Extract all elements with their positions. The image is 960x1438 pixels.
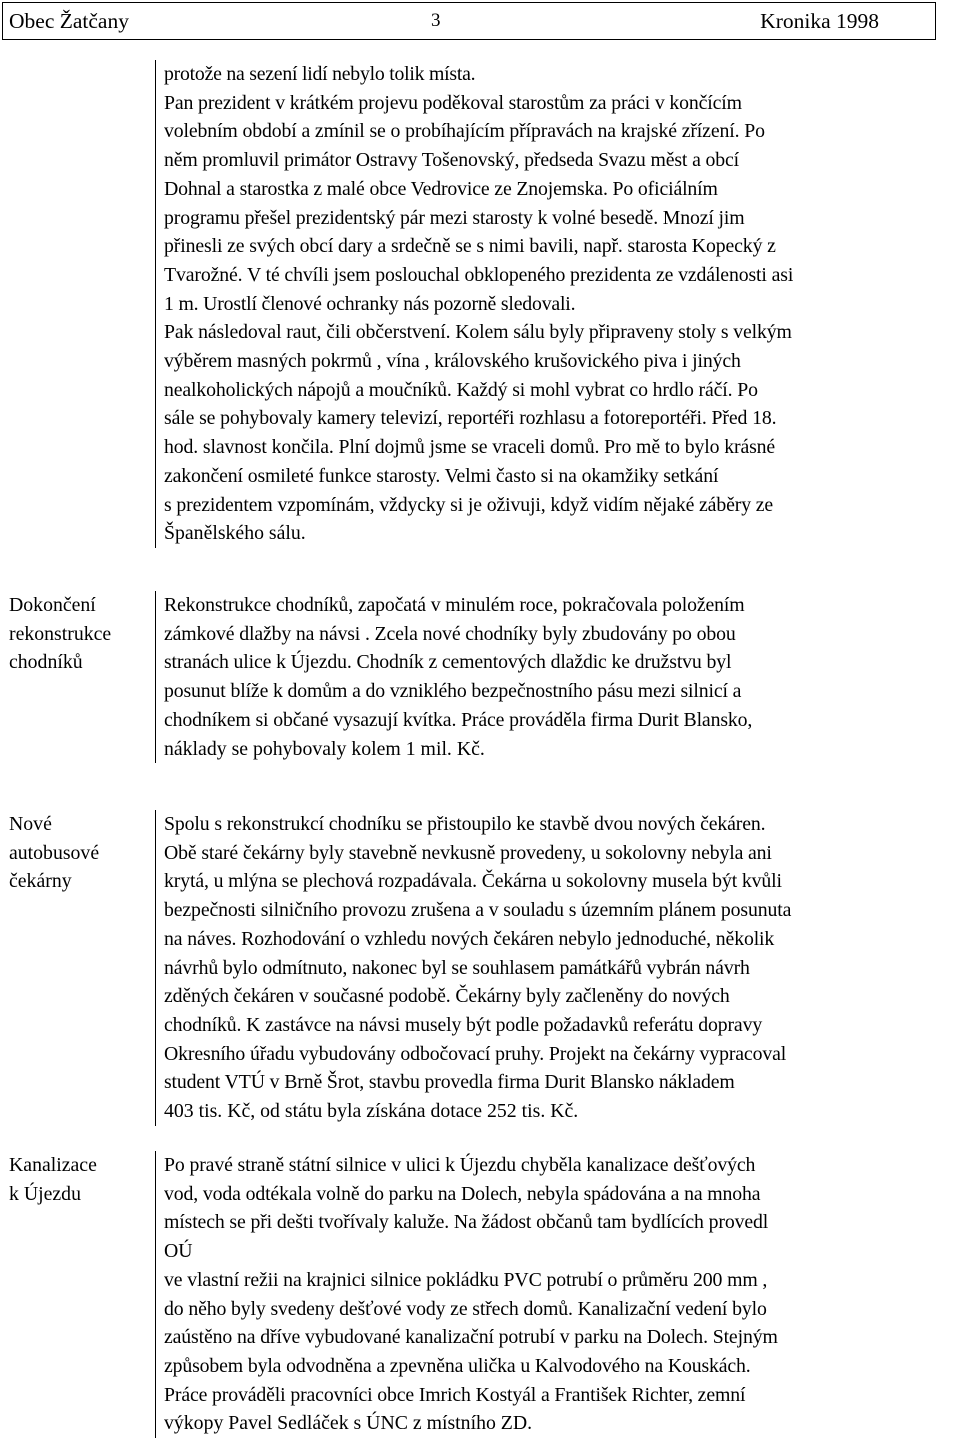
text-line: nealkoholických nápojů a moučníků. Každý si mohl vybrat co hrdlo ráčí. Po xyxy=(164,378,758,401)
margin-label-line: rekonstrukce xyxy=(9,622,112,645)
page-header xyxy=(2,2,936,40)
text-line: vod, voda odtékala volně do parku na Dolech, nebyla spádována a na mnoha xyxy=(164,1182,761,1205)
text-line: volebním období a zmínil se o probíhajícím přípravách na krajské zřízení. Po xyxy=(164,120,765,143)
text-line: zámkové dlažby na návsi . Zcela nové chodníky byly zbudovány po obou xyxy=(164,622,736,645)
text-line: výběrem masných pokrmů , vína , královského krušovického piva i jiných xyxy=(164,350,741,373)
text-line: hod. slavnost končila. Plní dojmů jsme se vraceli domů. Pro mě to bylo krásné xyxy=(164,436,776,459)
text-line: student VTÚ v Brně Šrot, stavbu provedla firma Durit Blansko nákladem xyxy=(164,1071,735,1094)
text-line: Obě staré čekárny byly stavebně nevkusně provedeny, u sokolovny nebyla ani xyxy=(164,841,772,864)
text-line: Spolu s rekonstrukcí chodníku se přistoupilo ke stavbě dvou nových čekáren. xyxy=(164,813,766,835)
text-line: protože na sezení lidí nebylo tolik místa. xyxy=(164,63,476,85)
text-line: náklady se pohybovaly kolem 1 mil. Kč. xyxy=(164,737,485,760)
text-line: posunut blíže k domům a do vzniklého bezpečnostního pásu mezi silnicí a xyxy=(164,680,742,703)
section-sewer xyxy=(155,1151,956,1438)
margin-label-line: chodníků xyxy=(9,651,83,674)
text-line: zděných čekáren v současné podobě. Čekárny byly začleněny do nových xyxy=(164,985,730,1008)
text-line: na náves. Rozhodování o vzhledu nových čekáren nebylo jednoduché, několik xyxy=(164,927,775,950)
section-sidewalks xyxy=(155,591,956,763)
text-line: návrhů bylo odmítnuto, nakonec byl se souhlasem památkářů vybrán návrh xyxy=(164,956,750,979)
text-line: Španělského sálu. xyxy=(164,522,306,545)
section-text xyxy=(164,810,956,1126)
text-line: sále se pohybovaly kamery televizí, reportéři rozhlasu a fotoreportéři. Před 18. xyxy=(164,407,777,430)
text-line: s prezidentem vzpomínám, vždycky si je oživuji, když vidím nějaké záběry ze xyxy=(164,493,774,516)
text-line: výkopy Pavel Sedláček s ÚNC z místního ZD. xyxy=(164,1412,533,1435)
text-line: 1 m. Urostlí členové ochranky nás pozorně sledovali. xyxy=(164,292,576,315)
header-page-number: 3 xyxy=(431,10,441,31)
text-line: bezpečnosti silničního provozu zrušena a v souladu s územním plánem posunuta xyxy=(164,899,792,922)
margin-label-line: k Újezdu xyxy=(9,1182,81,1205)
text-line: krytá, u mlýna se plechová rozpadávala. Čekárna u sokolovny musela být kvůli xyxy=(164,870,782,893)
text-line: stranách ulice k Újezdu. Chodník z cementových dlaždic ke družstvu byl xyxy=(164,651,732,674)
section-text xyxy=(164,1151,956,1438)
margin-label-sewer xyxy=(9,1151,97,1208)
text-line: Rekonstrukce chodníků, započatá v minulém roce, pokračovala položením xyxy=(164,594,745,616)
section-text xyxy=(164,591,956,763)
header-village: Obec Žatčany xyxy=(9,9,129,33)
text-line: do něho byly svedeny dešťové vody ze střech domů. Kanalizační vedení bylo xyxy=(164,1297,767,1320)
text-line: Pan prezident v krátkém projevu poděkoval starostům za práci v končícím xyxy=(164,91,742,114)
text-line: Okresního úřadu vybudovány odbočovací pruhy. Projekt na čekárny vypracoval xyxy=(164,1042,787,1065)
margin-label-line: Nové xyxy=(9,813,52,835)
section-text xyxy=(164,60,956,548)
margin-label-line: čekárny xyxy=(9,870,72,893)
text-line: Práce prováděli pracovníci obce Imrich Kostyál a František Richter, zemní xyxy=(164,1383,746,1406)
text-line: ve vlastní režii na krajnici silnice pokládku PVC potrubí o průměru 200 mm , xyxy=(164,1268,768,1291)
text-line: chodníků. K zastávce na návsi musely být podle požadavků referátu dopravy xyxy=(164,1013,763,1036)
text-line: něm promluvil primátor Ostravy Tošenovský, předseda Svazu měst a obcí xyxy=(164,149,739,172)
text-line: Dohnal a starostka z malé obce Vedrovice ze Znojemska. Po oficiálním xyxy=(164,177,718,200)
text-line: programu přešel prezidentský pár mezi starosty k volné besedě. Mnozí jim xyxy=(164,206,745,229)
margin-label-line: autobusové xyxy=(9,841,100,864)
text-line: místech se při dešti tvořívaly kaluže. Na žádost občanů tam bydlících provedl xyxy=(164,1211,769,1234)
margin-label-sidewalks xyxy=(9,591,111,677)
text-line: 403 tis. Kč, od státu byla získána dotace 252 tis. Kč. xyxy=(164,1100,579,1123)
margin-label-line: Kanalizace xyxy=(9,1154,97,1176)
text-line: chodníkem si občané vysazují kvítka. Práce prováděla firma Durit Blansko, xyxy=(164,708,753,731)
text-line: Pak následoval raut, čili občerstvení. Kolem sálu byly připraveny stoly s velkým xyxy=(164,321,792,344)
margin-label-bus-shelters xyxy=(9,810,99,896)
text-line: OÚ xyxy=(164,1240,193,1263)
margin-label-line: Dokončení xyxy=(9,594,96,616)
text-line: přinesli ze svých obcí dary a srdečně se s nimi bavili, např. starosta Kopecký z xyxy=(164,235,776,258)
text-line: Tvarožné. V té chvíli jsem poslouchal obklopeného prezidenta ze vzdálenosti asi xyxy=(164,263,794,286)
text-line: zakončení osmileté funkce starosty. Velmi často si na okamžiky setkání xyxy=(164,464,719,487)
section-bus-shelters xyxy=(155,810,956,1126)
text-line: způsobem byla odvodněna a zpevněna ulička u Kalvodového na Kouskách. xyxy=(164,1354,751,1377)
header-chronicle-year: Kronika 1998 xyxy=(760,9,879,33)
text-line: zaústěno na dříve vybudované kanalizační potrubí v parku na Dolech. Stejným xyxy=(164,1326,778,1349)
section-president-visit xyxy=(155,60,956,548)
text-line: Po pravé straně státní silnice v ulici k Újezdu chyběla kanalizace dešťových xyxy=(164,1154,756,1176)
